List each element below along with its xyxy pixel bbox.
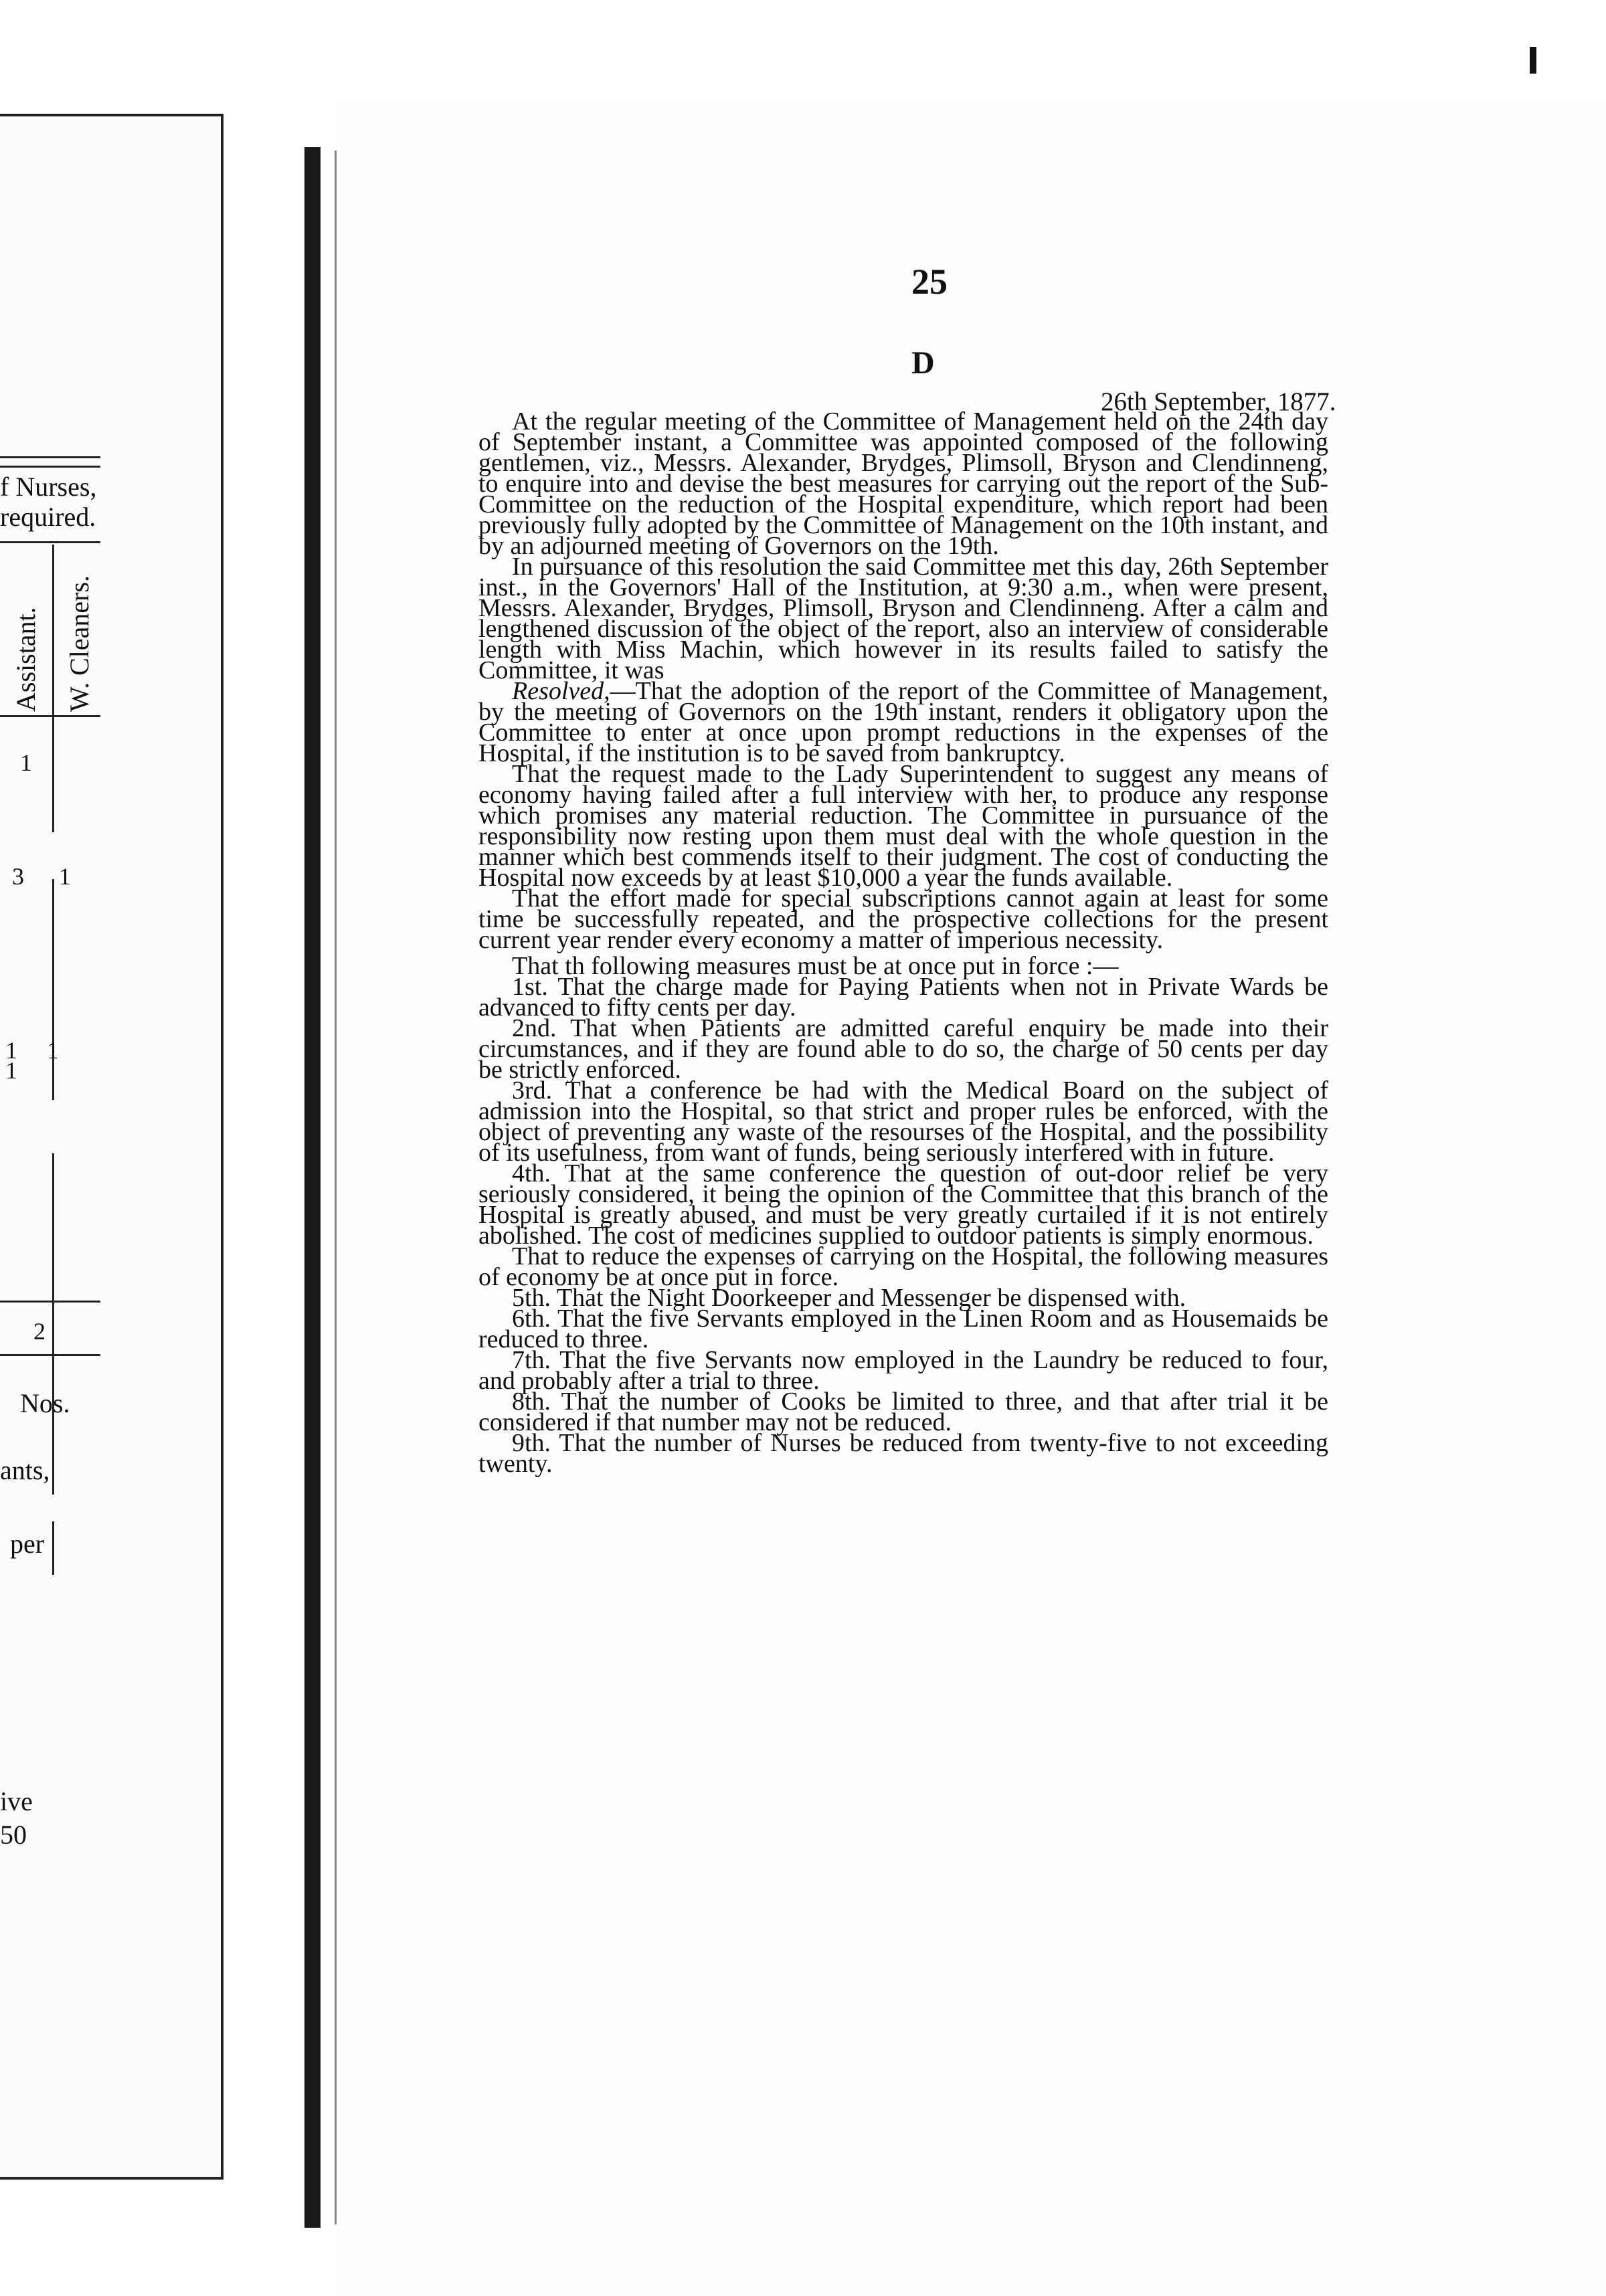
paragraph: That the effort made for special subscriptions cannot again at least for some time be successfully repeated, and the prospective collections for the present current year render every economy a matter of imperious necessity.	[478, 884, 1328, 954]
table-cell: 1	[59, 863, 71, 890]
paragraph: 3rd. That a conference be had with the Medical Board on the subject of admission into the Hospital, so that strict and proper rules be enforced, with the object of preventing any waste of the resourses of the Hospital, and the possibility of its usefulness, from want of funds, being seriously interfered with in future.	[478, 1076, 1328, 1167]
resolved-text: —That the adoption of the report of the Committee of Management, by the meeting of Governors on the 19th instant, renders it obligatory upon the Committee to enter at once upon prompt reductions in the expenses of the Hospital, if the institution is to be saved from bankruptcy.	[478, 677, 1328, 767]
book-gutter	[304, 147, 321, 2228]
section-letter: D	[911, 345, 935, 381]
paragraph: In pursuance of this resolution the said Committee met this day, 26th September inst., in the Governors' Hall of the Institution, at 9:30 a.m., when were present, Messrs. Alexander, Brydges, Plimsoll, Bryson and Clendinneng. After a calm and lengthened discussion of the object of the report, also an interview of considerable length with Miss Machin, which however in its results failed to satisfy the Committee, it was	[478, 553, 1328, 684]
table-cell: 1	[5, 1057, 17, 1084]
column-divider	[52, 879, 54, 1100]
fragment-ants: ants,	[0, 1455, 50, 1485]
left-heading-line2: required.	[0, 502, 96, 532]
column-divider	[52, 1153, 54, 1495]
page-edge	[335, 151, 337, 2224]
paragraph: 8th. That the number of Cooks be limited to three, and that after trial it be considered if that number may not be reduced.	[478, 1388, 1328, 1436]
paragraph: 9th. That the number of Nurses be reduced from twenty-five to not exceeding twenty.	[478, 1429, 1328, 1478]
paragraph: 1st. That the charge made for Paying Patients when not in Private Wards be advanced to fifty cents per day.	[478, 973, 1328, 1022]
table-cell: 1	[20, 749, 32, 776]
resolved-label: Resolved,	[512, 677, 610, 705]
date-line: 26th September, 1877.	[1101, 387, 1336, 416]
paragraph: 5th. That the Night Doorkeeper and Messenger be dispensed with.	[512, 1284, 1186, 1312]
table-header-rule	[0, 541, 100, 543]
fragment-ive: ive	[0, 1786, 33, 1816]
paragraph: That th following measures must be at once put in force :—	[512, 952, 1119, 980]
paragraph: That the request made to the Lady Superintendent to suggest any means of economy having failed after a full interview with her, to produce any response which promises any material reduction. The Committee in pursuance of the responsibility now resting upon them must deal with the whole question in the manner which best commends itself to their judgment. The cost of conducting the Hospital now exceeds by at least $10,000 a year the funds available.	[478, 760, 1328, 892]
left-page-fragment	[0, 114, 224, 2180]
bottom-rule	[0, 1354, 100, 1356]
column-header-cleaners: W. Cleaners.	[64, 575, 94, 712]
paragraph: That to reduce the expenses of carrying on the Hospital, the following measures of economy be at once put in force.	[478, 1242, 1328, 1291]
paragraph: 4th. That at the same conference the question of out-door relief be very seriously considered, it being the opinion of the Committee that this branch of the Hospital is greatly abused, and must be very greatly curtailed if it is not entirely abolished. The cost of medicines supplied to outdoor patients is simply enormous.	[478, 1159, 1328, 1250]
fragment-per: per	[10, 1529, 45, 1559]
column-divider	[52, 545, 54, 832]
page-number: 25	[911, 262, 948, 302]
table-cell: 1	[47, 1037, 59, 1064]
total-rule	[0, 1301, 100, 1303]
document-body	[478, 407, 1328, 1478]
column-header-rule	[0, 715, 100, 717]
paragraph: At the regular meeting of the Committee of Management held on the 24th day of September instant, a Committee was appointed composed of the following gentlemen, viz., Messrs. Alexander, Brydges, Plimsoll, Bryson and Clendinneng, to enquire into and devise the best measures for carrying out the report of the Sub-Committee on the reduction of the Hospital expenditure, which report had been previously fully adopted by the Committee of Management on the 10th instant, and by an adjourned meeting of Governors on the 19th.	[478, 407, 1328, 560]
table-cell: 3	[12, 863, 24, 890]
left-heading-line1: f Nurses,	[0, 472, 97, 502]
table-total: 2	[33, 1318, 46, 1345]
table-top-rule-2	[0, 466, 100, 468]
scan-speck	[1530, 47, 1536, 74]
table-top-rule	[0, 456, 100, 458]
paragraph: 2nd. That when Patients are admitted careful enquiry be made into their circumstances, and if they are found able to do so, the charge of 50 cents per day be strictly enforced.	[478, 1014, 1328, 1084]
table-cell: 1	[5, 1037, 17, 1064]
paragraph: 7th. That the five Servants now employed in the Laundry be reduced to four, and probably after a trial to three.	[478, 1346, 1328, 1395]
fragment-50: 50	[0, 1820, 27, 1850]
column-header-assistant: Assistant.	[11, 607, 41, 712]
fragment-nos: Nos.	[20, 1388, 70, 1418]
column-divider	[52, 1521, 54, 1575]
paragraph	[478, 677, 1328, 767]
paragraph: 6th. That the five Servants employed in the Linen Room and as Housemaids be reduced to three.	[478, 1305, 1328, 1353]
